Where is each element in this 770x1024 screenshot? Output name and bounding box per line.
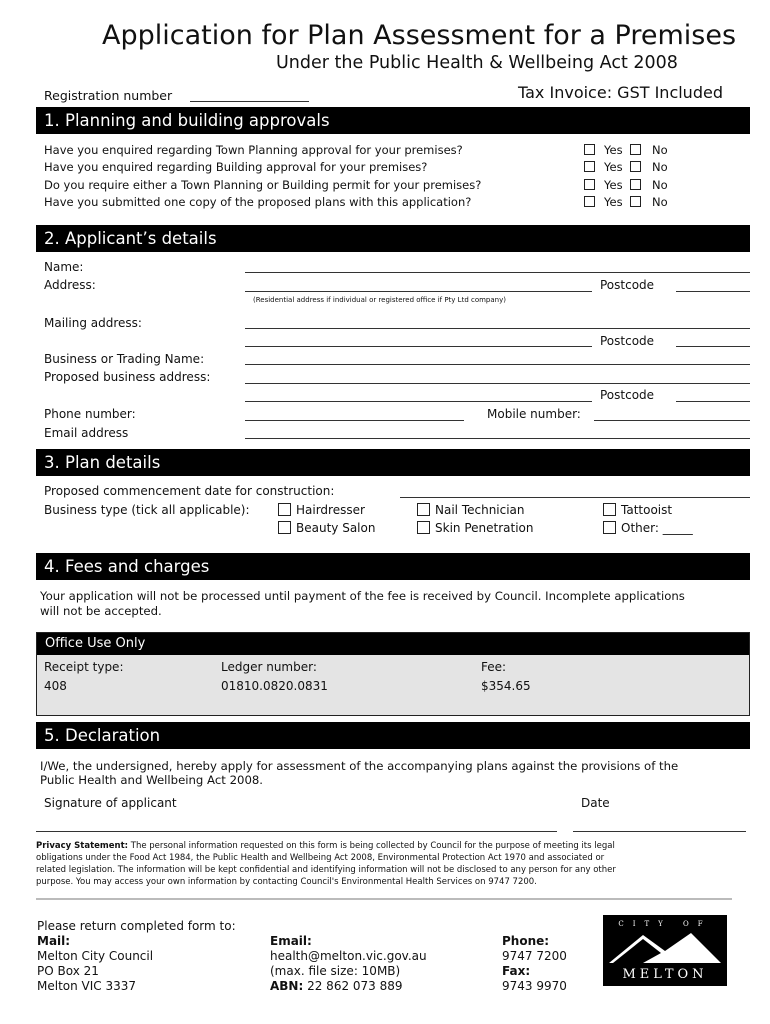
page-title: Application for Plan Assessment for a Premises [102,20,737,51]
phone-label: Phone: [502,934,550,948]
city-of-melton-logo [603,915,727,986]
no-label: No [652,143,668,157]
mailing-label: Mailing address: [44,316,142,330]
fax-label: Fax: [502,964,531,978]
mail-line: Melton City Council [37,949,154,963]
logo-name-text: MELTON [622,967,708,982]
signature-field[interactable] [36,831,557,832]
address-note: (Residential address if individual or registered office if Pty Ltd company) [253,296,506,304]
phone-label: Phone number: [44,407,136,421]
ledger-number-value: 01810.0820.0831 [221,679,328,693]
return-info [37,919,236,994]
phone-value: 9747 7200 [502,949,567,963]
mobile-label: Mobile number: [487,407,581,421]
hairdresser-checkbox[interactable] [278,503,291,516]
no-label: No [652,195,668,209]
divider [36,898,732,900]
mailing-field[interactable] [245,328,750,329]
business-name-label: Business or Trading Name: [44,352,205,366]
mailing-field-2[interactable] [245,346,592,347]
phone-field[interactable] [245,420,464,421]
skin-penetration-label: Skin Penetration [435,521,534,535]
abn-value: 22 862 073 889 [303,979,403,993]
section-5-title: 5. Declaration [44,726,161,745]
logo-emblem-icon [603,929,727,967]
section-1-header [36,107,750,134]
phone-info [502,934,567,994]
nail-technician-checkbox[interactable] [417,503,430,516]
section-4-header [36,553,750,580]
section-3-title: 3. Plan details [44,453,161,472]
receipt-type-value: 408 [44,679,67,693]
tax-invoice: Tax Invoice: GST Included [518,83,723,102]
business-name-field[interactable] [245,364,750,365]
no-label: No [652,160,668,174]
email-info [270,934,427,994]
yes-checkbox[interactable] [584,196,595,207]
fax-value: 9743 9970 [502,979,567,993]
name-label: Name: [44,260,84,274]
privacy-label: Privacy Statement: [36,841,129,851]
email-link[interactable]: health@melton.vic.gov.au [270,949,427,963]
hairdresser-label: Hairdresser [296,503,365,517]
declaration-text-2: Public Health and Wellbeing Act 2008. [40,773,264,787]
no-checkbox[interactable] [630,179,641,190]
office-use-box [36,632,750,716]
no-checkbox[interactable] [630,161,641,172]
section-1-title: 1. Planning and building approvals [44,111,330,130]
yes-checkbox[interactable] [584,144,595,155]
section-2-title: 2. Applicant’s details [44,229,217,248]
office-use-header [37,633,749,655]
question-text: Do you require either a Town Planning or Building permit for your premises? [44,178,482,192]
skin-penetration-checkbox[interactable] [417,521,430,534]
mail-line: Melton VIC 3337 [37,979,137,993]
tattooist-checkbox[interactable] [603,503,616,516]
postcode-field[interactable] [676,346,750,347]
commencement-field[interactable] [400,497,750,498]
postcode-label: Postcode [600,334,655,348]
postcode-field[interactable] [676,291,750,292]
mail-label: Mail: [37,934,71,948]
section-4-title: 4. Fees and charges [44,557,210,576]
section-5-header [36,722,750,749]
section-2-header [36,225,750,252]
email-label: Email address [44,426,129,440]
postcode-label: Postcode [600,388,655,402]
fee-value: $354.65 [481,679,531,693]
fees-text-2: will not be accepted. [40,604,162,618]
fee-label: Fee: [481,660,507,674]
yes-checkbox[interactable] [584,161,595,172]
date-field[interactable] [573,831,746,832]
privacy-statement [36,840,750,888]
other-label: Other: _____ [621,521,693,535]
receipt-type-label: Receipt type: [44,660,124,674]
yes-label: Yes [604,178,623,192]
privacy-line: The personal information requested on this form is being collected by Council for the purpose of meeting its legal [128,841,615,851]
page-subtitle: Under the Public Health & Wellbeing Act 2008 [276,53,678,73]
commencement-label: Proposed commencement date for construction: [44,484,335,498]
no-label: No [652,178,668,192]
postcode-field[interactable] [676,401,750,402]
office-use-title: Office Use Only [45,636,146,651]
mail-line: PO Box 21 [37,964,99,978]
signature-label: Signature of applicant [44,796,177,810]
question-text: Have you submitted one copy of the proposed plans with this application? [44,195,472,209]
declaration-text: I/We, the undersigned, hereby apply for assessment of the accompanying plans against the provisions of the [40,759,679,773]
mobile-field[interactable] [594,420,750,421]
proposed-address-field[interactable] [245,383,750,384]
section-3-header [36,449,750,476]
logo-top-text: CITY OF [618,920,712,928]
business-type-label: Business type (tick all applicable): [44,503,250,517]
proposed-address-label: Proposed business address: [44,370,211,384]
beauty-salon-label: Beauty Salon [296,521,376,535]
no-checkbox[interactable] [630,196,641,207]
yes-label: Yes [604,143,623,157]
privacy-line: related legislation. The information will be kept confidential and identifying information will not be disclosed to any person for any other [36,865,616,875]
name-field[interactable] [245,272,750,273]
privacy-line: purpose. You may access your own information by contacting Council's Environmental Health Services on 9747 7200. [36,877,537,887]
ledger-number-label: Ledger number: [221,660,317,674]
address-label: Address: [44,278,96,292]
question-text: Have you enquired regarding Building approval for your premises? [44,160,428,174]
date-label: Date [581,796,610,810]
abn-label: ABN: [270,979,304,993]
email-label: Email: [270,934,312,948]
address-field[interactable] [245,291,592,292]
other-checkbox[interactable] [603,521,616,534]
yes-label: Yes [604,195,623,209]
registration-label: Registration number [44,88,173,103]
return-label: Please return completed form to: [37,919,236,933]
postcode-label: Postcode [600,278,655,292]
beauty-salon-checkbox[interactable] [278,521,291,534]
email-note: (max. file size: 10MB) [270,964,401,978]
fees-text: Your application will not be processed until payment of the fee is received by Council. Incomplete applications [40,589,685,603]
registration-field[interactable] [190,101,309,102]
privacy-line: obligations under the Food Act 1984, the Public Health and Wellbeing Act 2008, Environmental Protection Act 1970 and associated or [36,853,605,863]
yes-checkbox[interactable] [584,179,595,190]
tattooist-label: Tattooist [621,503,673,517]
question-text: Have you enquired regarding Town Planning approval for your premises? [44,143,463,157]
nail-technician-label: Nail Technician [435,503,525,517]
email-field[interactable] [245,438,750,439]
yes-label: Yes [604,160,623,174]
no-checkbox[interactable] [630,144,641,155]
proposed-address-field-2[interactable] [245,401,592,402]
